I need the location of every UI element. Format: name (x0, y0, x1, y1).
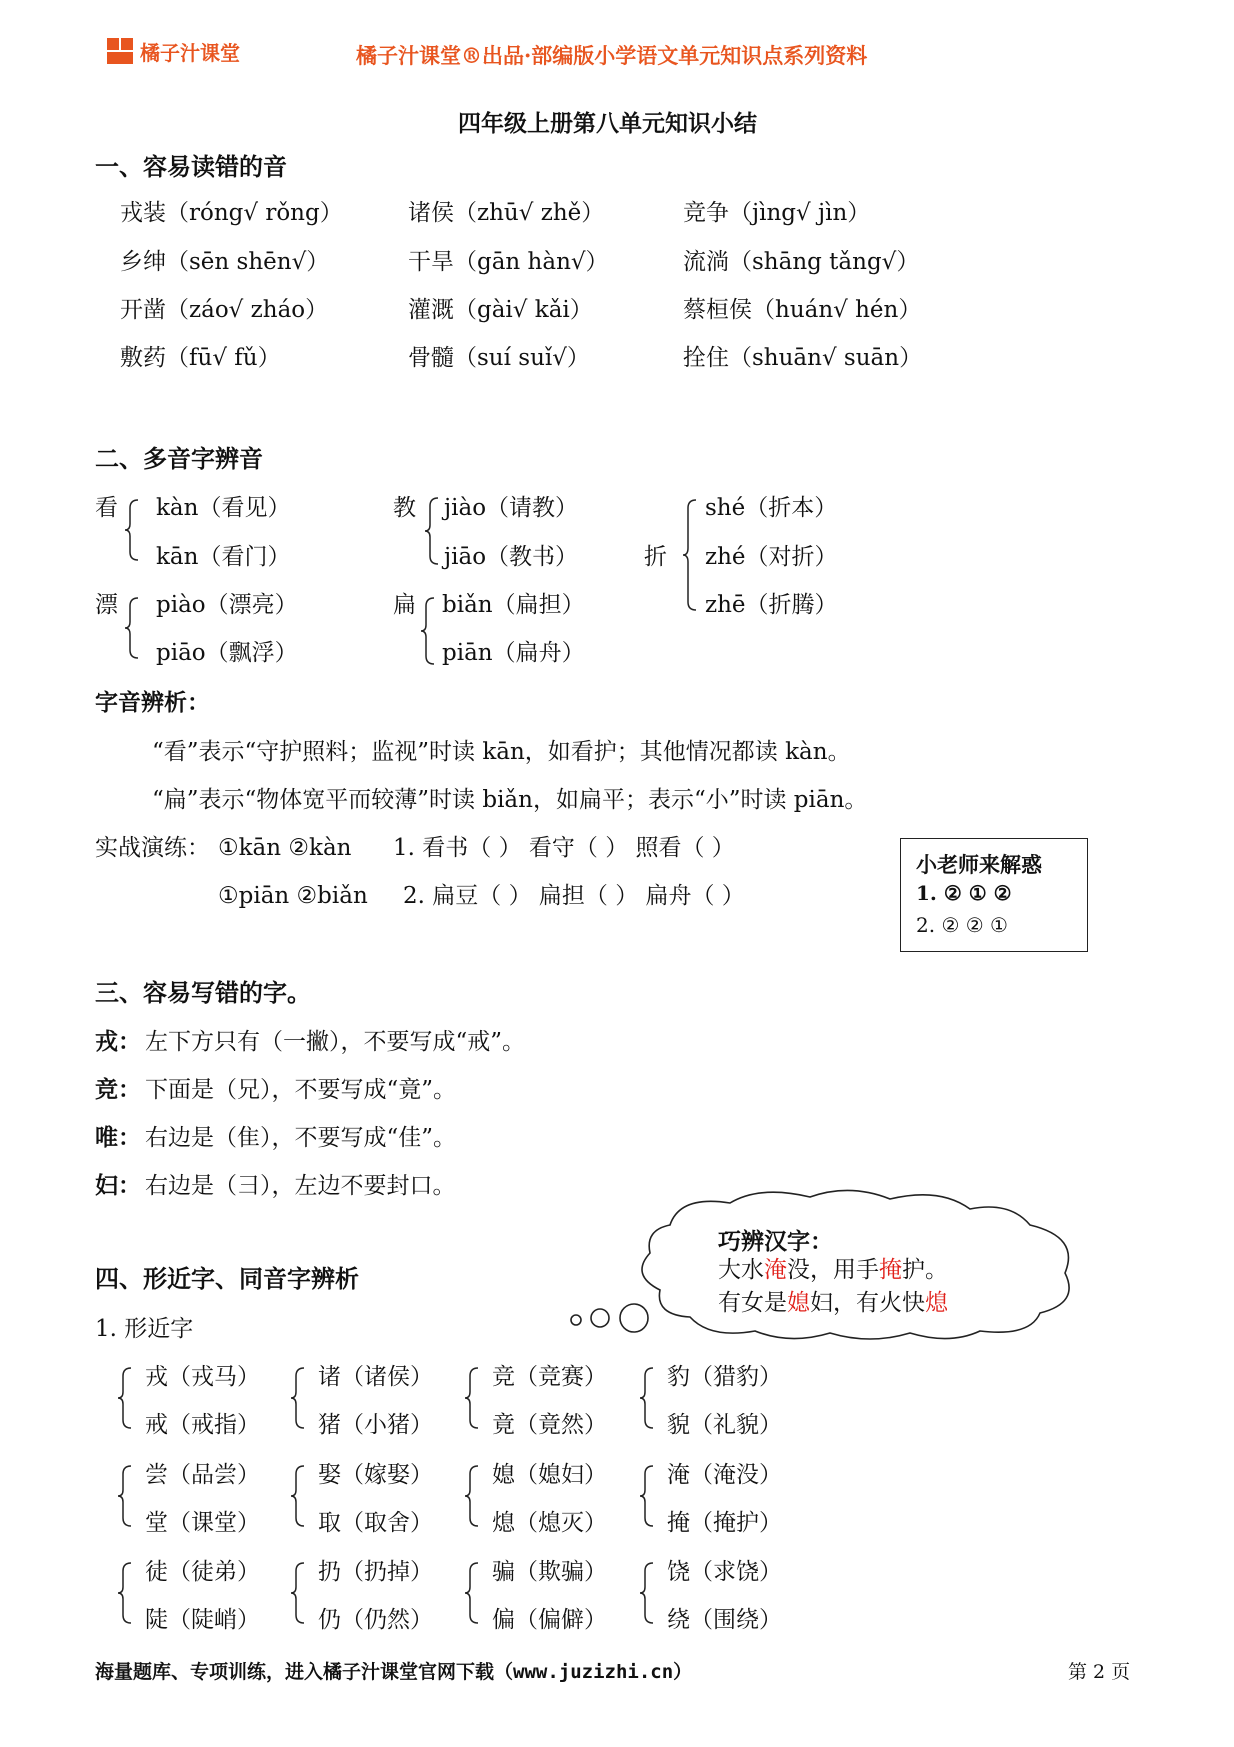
logo-text: 橘子汁课堂 (140, 41, 240, 65)
polyphone-reading: jiāo（教书） (444, 544, 579, 570)
similar-char-item: 媳（媳妇） (492, 1462, 607, 1488)
practice-label: 实战演练： (95, 835, 210, 861)
similar-char-item: 戒（戒指） (145, 1412, 260, 1438)
polyphone-reading: zhē（折腾） (705, 592, 838, 618)
brace-icon (682, 498, 700, 612)
brace-icon (639, 1366, 657, 1430)
practice-options: ①kān ②kàn (218, 835, 352, 861)
polyphone-char: 扁 (393, 592, 416, 618)
analysis-line: “看”表示“守护照料；监视”时读 kān，如看护；其他情况都读 kàn。 (152, 739, 851, 765)
cloud-title: 巧辨汉字： (718, 1228, 833, 1255)
wrong-char-note: 下面是（兄），不要写成“竟”。 (145, 1077, 457, 1103)
brace-icon (464, 1366, 482, 1430)
similar-char-item: 扔（扔掉） (318, 1559, 433, 1585)
practice-question: 1. 看书（ ） 看守（ ） 照看（ ） (393, 835, 735, 861)
page-number: 第 2 页 (1068, 1661, 1131, 1683)
similar-char-item: 偏（偏僻） (492, 1607, 607, 1633)
similar-char-item: 豹（猎豹） (667, 1364, 782, 1390)
brace-icon (464, 1464, 482, 1528)
answer-line: 2. ② ② ① (916, 913, 1008, 937)
similar-char-item: 戎（戎马） (145, 1364, 260, 1390)
section-4-heading: 四、形近字、同音字辨析 (95, 1264, 359, 1293)
similar-char-item: 陡（陡峭） (145, 1607, 260, 1633)
pinyin-item: 戎装（róng√ rǒng） (120, 200, 343, 226)
pinyin-item: 敷药（fū√ fǔ） (120, 345, 281, 371)
brace-icon (639, 1464, 657, 1528)
similar-char-item: 绕（围绕） (667, 1607, 782, 1633)
header-title: 橘子汁课堂®出品·部编版小学语文单元知识点系列资料 (356, 43, 868, 68)
similar-char-item: 骗（欺骗） (492, 1559, 607, 1585)
wrong-char-label: 妇： (95, 1172, 141, 1199)
similar-char-item: 取（取舍） (318, 1510, 433, 1536)
polyphone-char: 折 (644, 544, 667, 570)
practice-question: 2. 扁豆（ ） 扁担（ ） 扁舟（ ） (403, 883, 745, 909)
brace-icon (424, 496, 442, 566)
similar-char-item: 诸（诸侯） (318, 1364, 433, 1390)
wrong-char-label: 戎： (95, 1028, 141, 1055)
brace-icon (290, 1561, 308, 1625)
brace-icon (124, 596, 142, 660)
cloud-line-1: 大水淹没，用手掩护。 (718, 1257, 948, 1283)
brace-icon (464, 1561, 482, 1625)
brace-icon (117, 1464, 135, 1528)
brace-icon (290, 1366, 308, 1430)
polyphone-reading: shé（折本） (705, 495, 838, 521)
section-3-heading: 三、容易写错的字。 (95, 978, 311, 1007)
similar-char-item: 仍（仍然） (318, 1607, 433, 1633)
similar-char-item: 竞（竞赛） (492, 1364, 607, 1390)
similar-char-item: 尝（品尝） (145, 1462, 260, 1488)
pinyin-item: 开凿（záo√ zháo） (120, 297, 329, 323)
pinyin-item: 灌溉（gài√ kǎi） (408, 297, 593, 323)
pinyin-item: 骨髓（suí suǐ√） (408, 345, 590, 371)
polyphone-reading: piào（漂亮） (156, 592, 298, 618)
pinyin-item: 乡绅（sēn shēn√） (120, 249, 330, 275)
polyphone-char: 教 (393, 495, 416, 521)
section-1-heading: 一、容易读错的音 (95, 152, 287, 181)
answer-box-title: 小老师来解惑 (916, 852, 1042, 877)
pinyin-item: 蔡桓侯（huán√ hén） (683, 297, 922, 323)
polyphone-reading: biǎn（扁担） (442, 592, 585, 618)
analysis-title: 字音辨析： (95, 689, 210, 716)
document-title: 四年级上册第八单元知识小结 (458, 110, 757, 137)
pinyin-item: 诸侯（zhū√ zhě） (408, 200, 605, 226)
polyphone-reading: kān（看门） (156, 544, 291, 570)
similar-char-item: 貌（礼貌） (667, 1412, 782, 1438)
similar-char-item: 竟（竟然） (492, 1412, 607, 1438)
practice-options: ①piān ②biǎn (218, 883, 368, 909)
pinyin-item: 干旱（gān hàn√） (408, 249, 609, 275)
pinyin-item: 拴住（shuān√ suān） (683, 345, 923, 371)
brace-icon (639, 1561, 657, 1625)
polyphone-reading: piān（扁舟） (442, 640, 585, 666)
polyphone-char: 看 (95, 495, 118, 521)
footer-text: 海量题库、专项训练，进入橘子汁课堂官网下载（www.juzizhi.cn） (95, 1661, 693, 1683)
polyphone-reading: zhé（对折） (705, 544, 838, 570)
polyphone-char: 漂 (95, 592, 118, 618)
wrong-char-label: 唯： (95, 1124, 141, 1151)
brace-icon (124, 498, 142, 562)
similar-char-item: 掩（掩护） (667, 1510, 782, 1536)
polyphone-reading: piāo（飘浮） (156, 640, 298, 666)
pinyin-item: 竞争（jìng√ jìn） (683, 200, 871, 226)
similar-char-item: 娶（嫁娶） (318, 1462, 433, 1488)
polyphone-reading: kàn（看见） (156, 495, 291, 521)
similar-char-item: 淹（淹没） (667, 1462, 782, 1488)
subsection-title: 1. 形近字 (95, 1316, 194, 1342)
answer-box (900, 838, 1088, 952)
similar-char-item: 猪（小猪） (318, 1412, 433, 1438)
cloud-line-2: 有女是媳妇，有火快熄 (718, 1290, 948, 1316)
wrong-char-note: 右边是（隹），不要写成“佳”。 (145, 1125, 457, 1151)
wrong-char-note: 右边是（彐），左边不要封口。 (145, 1173, 456, 1199)
juzizhi-logo-icon (107, 38, 135, 64)
polyphone-reading: jiào（请教） (444, 495, 579, 521)
similar-char-item: 熄（熄灭） (492, 1510, 607, 1536)
answer-line: 1. ② ① ② (916, 881, 1012, 905)
brace-icon (290, 1464, 308, 1528)
brace-icon (117, 1366, 135, 1430)
brace-icon (117, 1561, 135, 1625)
similar-char-item: 徒（徒弟） (145, 1559, 260, 1585)
wrong-char-note: 左下方只有（一撇），不要写成“戒”。 (145, 1029, 526, 1055)
section-2-heading: 二、多音字辨音 (95, 444, 263, 473)
similar-char-item: 饶（求饶） (667, 1559, 782, 1585)
brace-icon (420, 596, 438, 666)
analysis-line: “扁”表示“物体宽平而较薄”时读 biǎn，如扁平；表示“小”时读 piān。 (152, 787, 868, 813)
wrong-char-label: 竞： (95, 1076, 141, 1103)
similar-char-item: 堂（课堂） (145, 1510, 260, 1536)
pinyin-item: 流淌（shāng tǎng√） (683, 249, 920, 275)
